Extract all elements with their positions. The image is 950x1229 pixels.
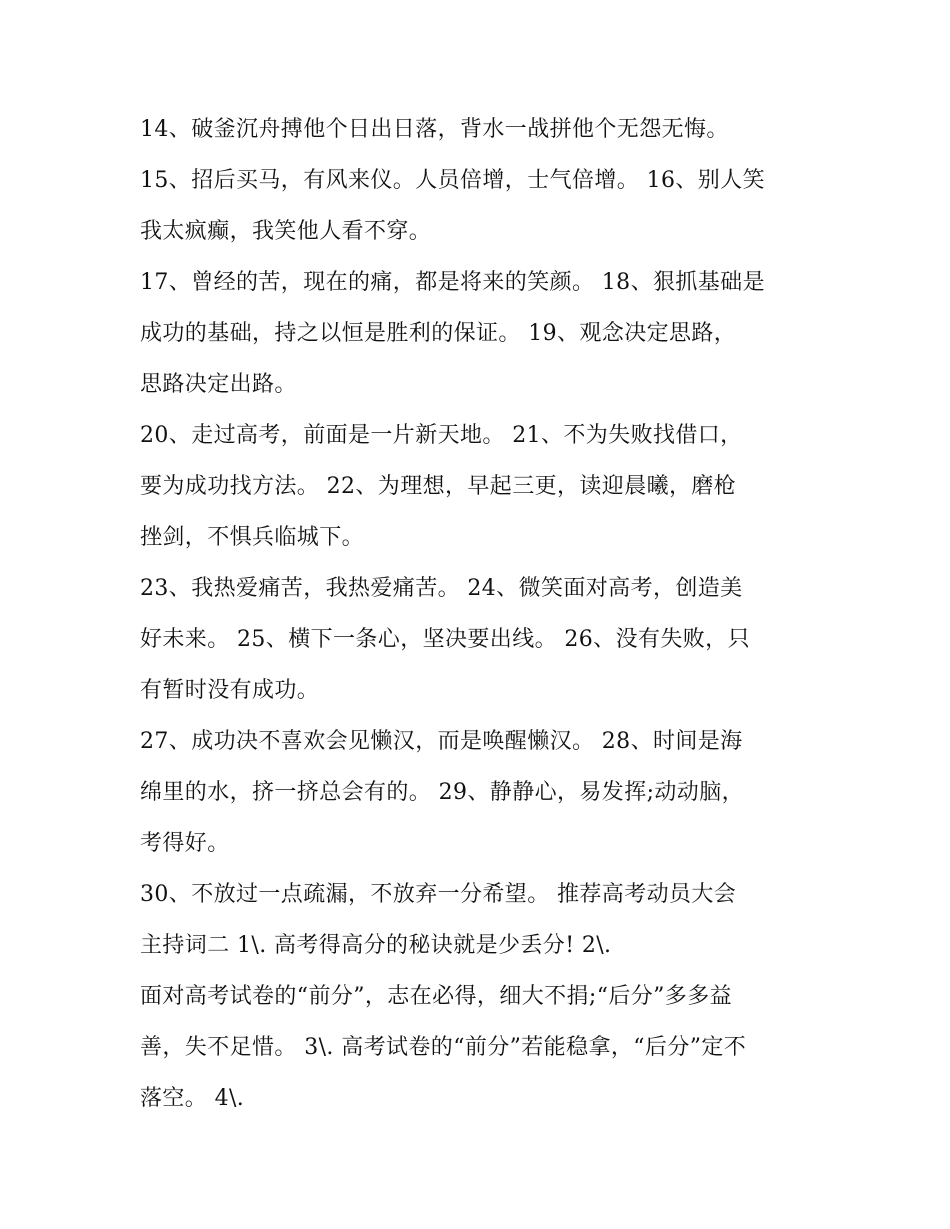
text-line: 考得好。 [140,831,230,856]
text-line: 落空。 4\. [140,1086,245,1111]
body-text [140,104,820,1124]
text-line: 善，失不足惜。 3\. 高考试卷的“前分”若能稳拿，“后分”定不 [140,1035,747,1060]
text-line: 23、我热爱痛苦，我热爱痛苦。 24、微笑面对高考，创造美 [140,576,743,601]
text-line: 挫剑，不惧兵临城下。 [140,525,365,550]
text-line: 我太疯癫，我笑他人看不穿。 [140,219,432,244]
text-line: 面对高考试卷的“前分”，志在必得，细大不捐;“后分”多多益 [140,984,733,1009]
text-line: 27、成功决不喜欢会见懒汉，而是唤醒懒汉。 28、时间是海 [140,729,743,754]
text-line: 思路决定出路。 [140,372,297,397]
text-line: 成功的基础，持之以恒是胜利的保证。 19、观念决定思路， [140,321,737,346]
text-line: 有暂时没有成功。 [140,678,320,703]
text-line: 绵里的水，挤一挤总会有的。 29、静静心，易发挥;动动脑， [140,780,745,805]
text-line: 15、招后买马，有风来仪。人员倍增，士气倍增。 16、别人笑 [140,168,765,193]
text-line: 好未来。 25、横下一条心，坚决要出线。 26、没有失败，只 [140,627,750,652]
text-line: 14、破釜沉舟搏他个日出日落，背水一战拼他个无怨无悔。 [140,117,729,142]
text-line: 20、走过高考，前面是一片新天地。 21、不为失败找借口， [140,423,743,448]
text-line: 17、曾经的苦，现在的痛，都是将来的笑颜。 18、狠抓基础是 [140,270,765,295]
text-line: 主持词二 1\. 高考得高分的秘诀就是少丢分! 2\. [140,933,612,958]
text-line: 要为成功找方法。 22、为理想，早起三更，读迎晨曦，磨枪 [140,474,737,499]
text-line: 30、不放过一点疏漏，不放弃一分希望。 推荐高考动员大会 [140,882,737,907]
